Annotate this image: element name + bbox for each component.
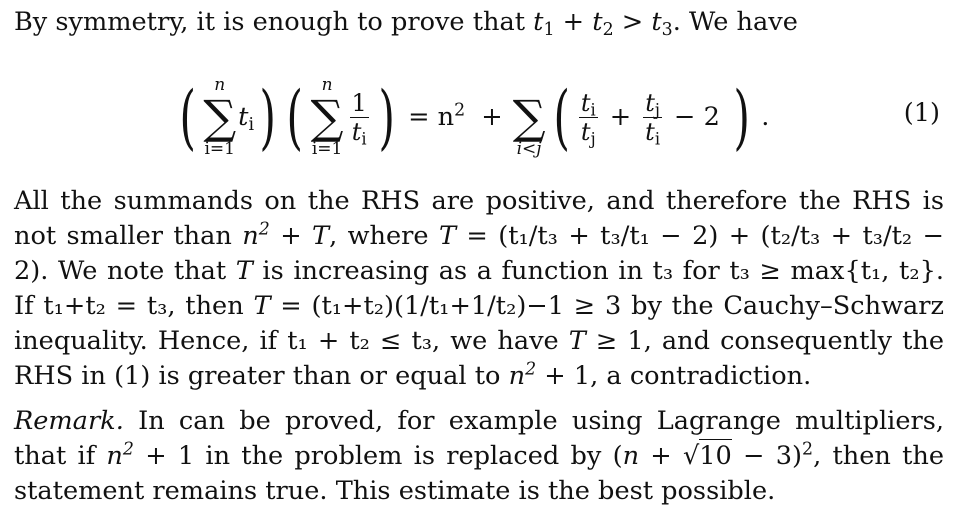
sum-lower-limit: i<j [516,139,542,159]
left-paren-2: ( [286,76,304,158]
right-paren-2: ) [378,76,395,158]
sigma-symbol: ∑ [310,90,344,144]
intro-paragraph [14,5,944,40]
remark-label: Remark. [14,406,124,436]
fraction-one-over-ti: $\frac{1}{t_i}$ [351,88,367,149]
equation-period: . [761,102,770,132]
intro-text-end: . We have [672,7,798,37]
minus-two: − 2 [674,102,720,132]
sum-lower-limit: i=1 [311,139,343,159]
left-paren: ( [179,76,196,158]
sigma-symbol: ∑ [512,90,546,144]
right-paren: ) [259,76,276,158]
left-paren-3: ( [552,76,570,158]
equation-body [174,62,769,172]
fraction-tj-over-ti: $\frac{t_j}{t_i}$ [645,88,661,149]
equation-number: (1) [903,98,940,128]
intro-text: By symmetry, it is enough to prove that [14,7,534,37]
proof-paragraph: All the summands on the RHS are positive, and therefore the RHS is not smaller than $n^2 + T$, where T = (t₁/t₃ + t₃/t₁ − 2) + (t₂/t₃ + t₃/t₂ − 2). We note that T is increasing as a function in t₃ for t₃ ≥ max{t₁, t₂}. If t₁+t₂ = t₃, then T = (t₁+t₂)(1/t₁+1/t₂)−1 ≥ 3 by the Cauchy–Schwarz inequality. Hence, if t₁ + t₂ ≤ t₃, we have T ≥ 1, and consequently the RHS in (1) is greater than or equal to $n^2 + 1$, a contradiction. [14,186,945,391]
plus-sign: + [481,102,503,132]
remark-paragraph: Remark. In can be proved, for example using Lagrange multipliers, that if $n^2 + 1$ in the problem is replaced by $(n + √10 - 3)^2$, then the statement remains true. This estimate is the best possible. [14,406,944,506]
sqrt-ten: √10 [682,441,732,471]
sum-1 [203,76,236,158]
ineq-gt: > [613,7,652,37]
ineq-plus: + [554,7,593,37]
ineq-t2: $t_2$ [592,7,614,40]
sum-lower-limit: i=1 [204,139,235,159]
sum-upper-limit: n [214,75,226,95]
equals-n-squared: = $n^2$ [408,100,466,132]
sigma-symbol: ∑ [203,90,237,144]
ineq-t1: $t_1$ [533,7,555,40]
sum-upper-limit: n [321,75,333,95]
term-ti: $t_i$ [238,102,255,135]
display-equation [14,62,944,172]
fraction-ti-over-tj: $\frac{t_i}{t_j}$ [580,88,596,149]
right-paren-3: ) [733,76,750,158]
ineq-t3: $t_3$ [651,7,673,40]
plus-sign-2: + [609,102,632,132]
sum-3 [513,76,546,158]
sum-2 [311,76,344,158]
